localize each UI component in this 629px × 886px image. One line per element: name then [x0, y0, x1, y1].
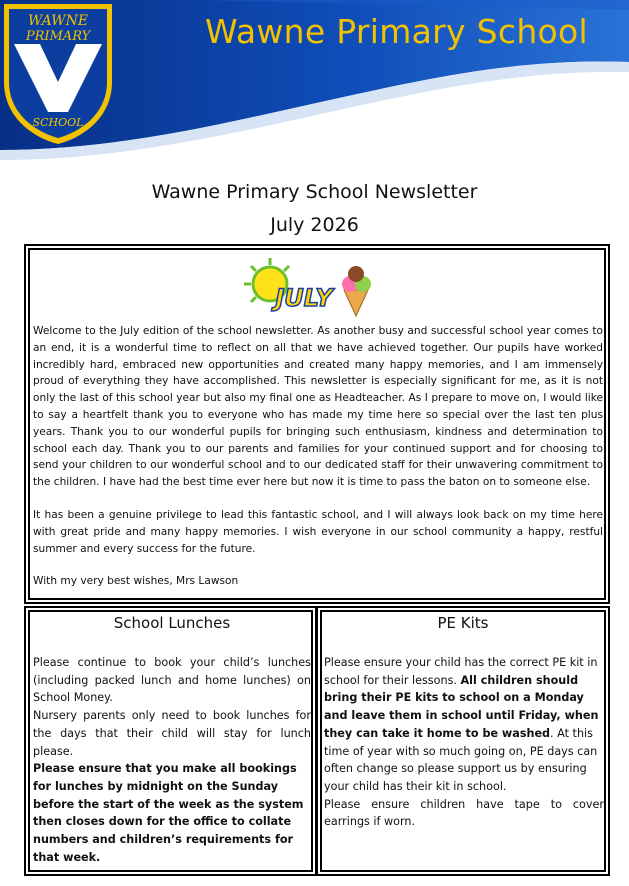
newsletter-date: July 2026: [270, 214, 359, 236]
crest-word-school: SCHOOL: [32, 116, 84, 129]
pe-heading: PE Kits: [437, 614, 489, 632]
intro-paragraph-2: It has been a genuine privilege to lead this fantastic school, and I will always look back on my time here with great pride and many happy memories. I wish everyone in our school community a happy, restful summer and every success for the future.: [33, 508, 603, 555]
lunches-paragraph-3-bold: Please ensure that you make all bookings for lunches by midnight on the Sunday before the start of the week as the system then closes down for the office to collate numbers and children’s requirements for that week.: [33, 762, 304, 864]
pe-paragraph-1-start: Please ensure your child has the correct PE kit in school for their lessons.: [324, 656, 598, 687]
lunches-paragraph-2: Nursery parents only need to book lunches for the days that their child will stay for lunch please.: [33, 709, 311, 758]
intro-paragraph-1: Welcome to the July edition of the school newsletter. As another busy and successful school year comes to an end, it is a wonderful time to reflect on all that we have achieved together. Our pupils have worked incredibly hard, embraced new opportunities and created many happy memories, and I am immensely proud of everything they have accomplished. This newsletter is especially significant for me, as it is not only the last of this school year but also my final one as Headteacher. As I prepare to move on, I would like to say a heartfelt thank you to everyone who has made my time here so special over the last ten plus years. Thank you to our wonderful pupils for bringing such enthusiasm, kindness and determination to school each day. Thank you to our parents and families for your continued support and for choosing to send your children to our wonderful school and to our dedicated staff for their unwavering commitment to the children. I have had the best time ever here but now it is time to pass the baton on to someone else.: [33, 325, 603, 489]
lunches-paragraph-1: Please continue to book your child’s lunches (including packed lunch and home lunches) on School Money.: [33, 656, 311, 705]
school-crest-logo: [0, 0, 116, 146]
july-clipart: [240, 256, 376, 318]
ice-cream-icon: [342, 266, 371, 316]
pe-paragraph-2: Please ensure children have tape to cover earrings if worn.: [324, 797, 604, 829]
pe-paragraph-1-bold: All children should bring their PE kits to school on a Monday and leave them in school until Friday, when they can take it home to be washed: [324, 673, 599, 740]
lunches-heading: School Lunches: [113, 614, 231, 632]
pe-paragraph-1-end: . At this time of year with so much going on, PE days can often change so please support us by ensuring your child has their kit in school.: [324, 726, 598, 793]
header-banner: [0, 0, 629, 160]
july-clipart-word: JULY: [275, 284, 333, 312]
school-name-heading: Wawne Primary School: [205, 12, 589, 51]
crest-word-primary: PRIMARY: [25, 29, 91, 44]
crest-word-wawne: WAWNE: [27, 13, 89, 29]
pe-body: [324, 654, 604, 831]
intro-signature: With my very best wishes, Mrs Lawson: [33, 575, 239, 588]
lunches-body: [33, 654, 311, 866]
intro-letter: [33, 323, 603, 590]
newsletter-title: Wawne Primary School Newsletter: [151, 181, 478, 203]
